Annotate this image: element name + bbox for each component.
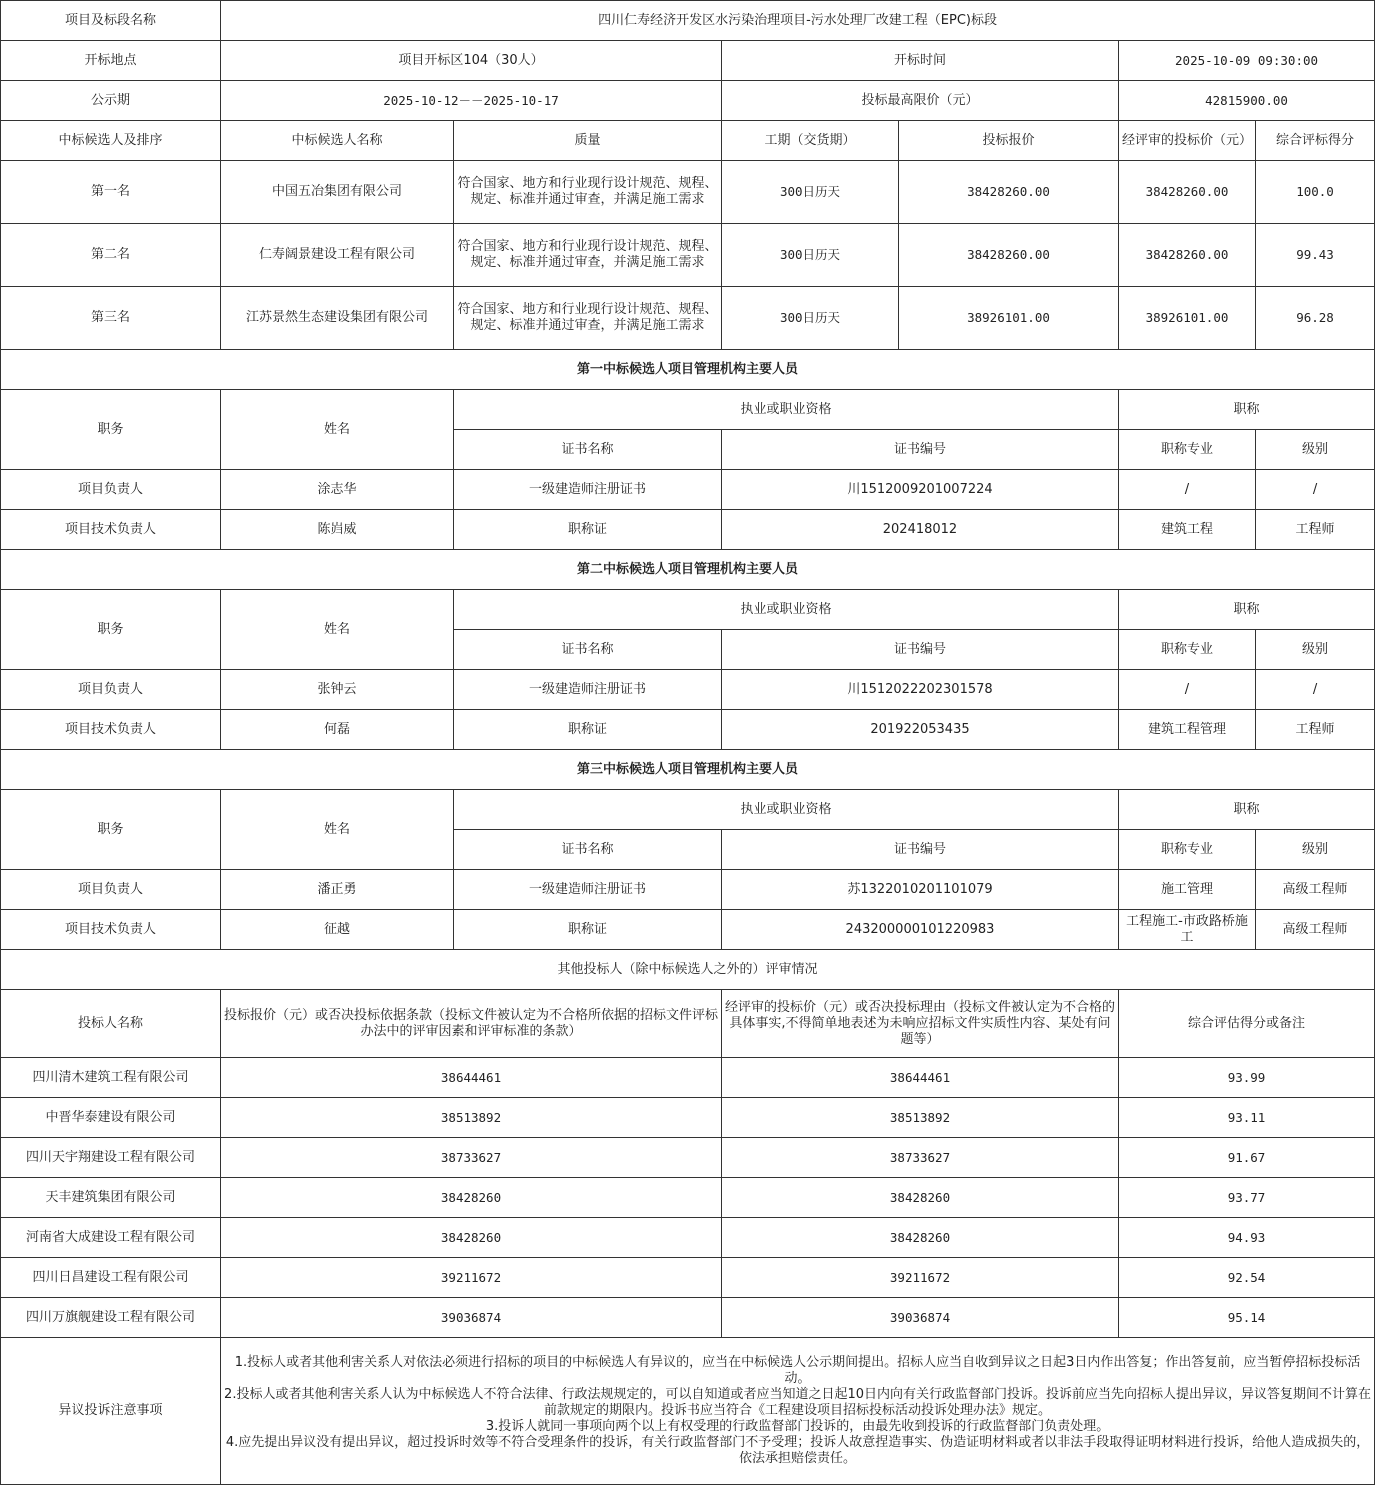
candidate-rank: 第三名 [1,287,221,350]
cert-no-header: 证书编号 [722,430,1119,470]
candidate-period: 300日历天 [722,224,899,287]
personnel-section-row [1,750,1375,790]
person-level: 高级工程师 [1256,870,1375,910]
section-title: 其他投标人（除中标候选人之外的）评审情况 [1,950,1375,990]
person-name: 张钟云 [221,670,454,710]
bidder-bid: 38733627 [221,1138,722,1178]
cert-name-header: 证书名称 [454,830,722,870]
personnel-header-row [1,590,1375,630]
title-major-header: 职称专业 [1119,630,1256,670]
cert-no-header: 证书编号 [722,630,1119,670]
bidder-row [1,1178,1375,1218]
personnel-row [1,670,1375,710]
qualification-header: 执业或职业资格 [454,590,1119,630]
candidate-bid: 38428260.00 [899,224,1119,287]
section-title: 第一中标候选人项目管理机构主要人员 [1,350,1375,390]
person-name: 涂志华 [221,470,454,510]
person-duty: 项目负责人 [1,870,221,910]
bidder-row [1,1138,1375,1178]
column-header: 工期（交货期） [722,121,899,161]
column-header: 经评审的投标价（元）或否决投标理由（投标文件被认定为不合格的具体事实,不得简单地表述为未响应招标文件实质性内容、某处有问题等） [722,990,1119,1058]
person-name: 征越 [221,910,454,950]
bidder-score: 94.93 [1119,1218,1375,1258]
duty-header: 职务 [1,590,221,670]
bidder-bid: 38644461 [221,1058,722,1098]
person-cert-name: 职称证 [454,910,722,950]
bidder-reviewed: 38428260 [722,1218,1119,1258]
cert-no-header: 证书编号 [722,830,1119,870]
bidder-name: 四川天宇翔建设工程有限公司 [1,1138,221,1178]
period-value: 2025-10-12－－2025-10-17 [221,81,722,121]
note-item: 2.投标人或者其他利害关系人认为中标候选人不符合法律、行政法规规定的，可以自知道或者应当知道之日起10日内向有关行政监督部门投诉。投诉前应当先向招标人提出异议，异议答复期间不计算在前款规定的期限内。投诉书应当符合《工程建设项目招标投标活动投诉处理办法》规定。 [224,1387,1371,1418]
bidder-name: 天丰建筑集团有限公司 [1,1178,221,1218]
person-major: / [1119,470,1256,510]
person-major: / [1119,670,1256,710]
candidate-reviewed-price: 38926101.00 [1119,287,1256,350]
note-item: 4.应先提出异议没有提出异议，超过投诉时效等不符合受理条件的投诉，有关行政监督部门不予受理；投诉人故意捏造事实、伪造证明材料或者以非法手段取得证明材料进行投诉，给他人造成损失的，依法承担赔偿责任。 [225,1435,1370,1466]
candidate-quality: 符合国家、地方和行业现行设计规范、规程、规定、标准并通过审查，并满足施工需求 [454,224,722,287]
notes-label: 异议投诉注意事项 [1,1338,221,1485]
bidder-name: 四川日昌建设工程有限公司 [1,1258,221,1298]
duty-header: 职务 [1,790,221,870]
candidate-name: 中国五冶集团有限公司 [221,161,454,224]
personnel-header-row [1,390,1375,430]
title-major-header: 职称专业 [1119,830,1256,870]
cert-name-header: 证书名称 [454,430,722,470]
candidate-period: 300日历天 [722,161,899,224]
personnel-row [1,910,1375,950]
candidate-rank: 第二名 [1,224,221,287]
candidate-score: 96.28 [1256,287,1375,350]
bidder-bid: 38428260 [221,1178,722,1218]
project-name: 四川仁寿经济开发区水污染治理项目-污水处理厂改建工程（EPC)标段 [221,1,1375,41]
person-cert-name: 一级建造师注册证书 [454,870,722,910]
person-name: 陈岿威 [221,510,454,550]
level-header: 级别 [1256,430,1375,470]
person-cert-no: 243200000101220983 [722,910,1119,950]
column-header: 投标报价 [899,121,1119,161]
section-title: 第二中标候选人项目管理机构主要人员 [1,550,1375,590]
person-cert-no: 苏1322010201101079 [722,870,1119,910]
person-major: 工程施工-市政路桥施工 [1119,910,1256,950]
location-value: 项目开标区104（30人） [221,41,722,81]
person-major: 施工管理 [1119,870,1256,910]
time-value: 2025-10-09 09:30:00 [1119,41,1375,81]
candidate-quality: 符合国家、地方和行业现行设计规范、规程、规定、标准并通过审查，并满足施工需求 [454,287,722,350]
candidate-reviewed-price: 38428260.00 [1119,161,1256,224]
title-header: 职称 [1119,390,1375,430]
bidder-reviewed: 38733627 [722,1138,1119,1178]
personnel-row [1,470,1375,510]
bidder-row [1,1058,1375,1098]
person-name: 潘正勇 [221,870,454,910]
person-duty: 项目负责人 [1,470,221,510]
person-cert-no: 202418012 [722,510,1119,550]
person-duty: 项目技术负责人 [1,510,221,550]
candidate-bid: 38428260.00 [899,161,1119,224]
candidate-quality: 符合国家、地方和行业现行设计规范、规程、规定、标准并通过审查，并满足施工需求 [454,161,722,224]
bidder-row [1,1298,1375,1338]
person-cert-name: 职称证 [454,510,722,550]
bidder-score: 91.67 [1119,1138,1375,1178]
bidder-row [1,1258,1375,1298]
person-cert-no: 201922053435 [722,710,1119,750]
personnel-row [1,510,1375,550]
person-cert-name: 一级建造师注册证书 [454,470,722,510]
name-header: 姓名 [221,790,454,870]
person-cert-no: 川1512022202301578 [722,670,1119,710]
title-header: 职称 [1119,790,1375,830]
level-header: 级别 [1256,630,1375,670]
bidder-name: 四川万旗舰建设工程有限公司 [1,1298,221,1338]
column-header: 经评审的投标价（元） [1119,121,1256,161]
candidate-row [1,287,1375,350]
candidate-period: 300日历天 [722,287,899,350]
notes-content [221,1338,1375,1485]
column-header: 投标报价（元）或否决投标依据条款（投标文件被认定为不合格所依据的招标文件评标办法中的评审因素和评审标准的条款） [221,990,722,1058]
column-header: 投标人名称 [1,990,221,1058]
bidder-bid: 38428260 [221,1218,722,1258]
project-label: 项目及标段名称 [1,1,221,41]
candidate-score: 100.0 [1256,161,1375,224]
bidder-bid: 38513892 [221,1098,722,1138]
person-level: 工程师 [1256,510,1375,550]
bidder-reviewed: 39036874 [722,1298,1119,1338]
name-header: 姓名 [221,390,454,470]
bidder-row [1,1098,1375,1138]
candidate-name: 江苏景然生态建设集团有限公司 [221,287,454,350]
personnel-section-row [1,350,1375,390]
column-header: 质量 [454,121,722,161]
person-level: / [1256,470,1375,510]
bidder-score: 93.99 [1119,1058,1375,1098]
section-title: 第三中标候选人项目管理机构主要人员 [1,750,1375,790]
location-label: 开标地点 [1,41,221,81]
duty-header: 职务 [1,390,221,470]
max-price-value: 42815900.00 [1119,81,1375,121]
person-duty: 项目技术负责人 [1,910,221,950]
name-header: 姓名 [221,590,454,670]
bidder-score: 95.14 [1119,1298,1375,1338]
bidder-bid: 39211672 [221,1258,722,1298]
personnel-section-row [1,550,1375,590]
candidate-rank: 第一名 [1,161,221,224]
note-item: 1.投标人或者其他利害关系人对依法必须进行招标的项目的中标候选人有异议的，应当在中标候选人公示期间提出。招标人应当自收到异议之日起3日内作出答复；作出答复前，应当暂停招标投标活动。 [234,1355,1361,1386]
person-level: 工程师 [1256,710,1375,750]
person-cert-name: 职称证 [454,710,722,750]
time-label: 开标时间 [722,41,1119,81]
column-header: 中标候选人及排序 [1,121,221,161]
bidder-reviewed: 38513892 [722,1098,1119,1138]
person-level: 高级工程师 [1256,910,1375,950]
title-header: 职称 [1119,590,1375,630]
column-header: 综合评估得分或备注 [1119,990,1375,1058]
cert-name-header: 证书名称 [454,630,722,670]
bidder-name: 四川清木建筑工程有限公司 [1,1058,221,1098]
level-header: 级别 [1256,830,1375,870]
note-item: 3.投诉人就同一事项向两个以上有权受理的行政监督部门投诉的，由最先收到投诉的行政监督部门负责处理。 [485,1419,1110,1434]
candidate-bid: 38926101.00 [899,287,1119,350]
bidder-score: 92.54 [1119,1258,1375,1298]
bidder-reviewed: 38428260 [722,1178,1119,1218]
personnel-header-row [1,790,1375,830]
max-price-label: 投标最高限价（元） [722,81,1119,121]
period-label: 公示期 [1,81,221,121]
location-row [1,41,1375,81]
person-major: 建筑工程管理 [1119,710,1256,750]
notes-row [1,1338,1375,1485]
bidder-score: 93.77 [1119,1178,1375,1218]
project-row [1,1,1375,41]
others-section-row [1,950,1375,990]
bidder-name: 中晋华泰建设有限公司 [1,1098,221,1138]
personnel-row [1,710,1375,750]
person-duty: 项目负责人 [1,670,221,710]
candidates-header-row [1,121,1375,161]
candidate-reviewed-price: 38428260.00 [1119,224,1256,287]
bidder-reviewed: 39211672 [722,1258,1119,1298]
others-header-row [1,990,1375,1058]
column-header: 综合评标得分 [1256,121,1375,161]
bidder-bid: 39036874 [221,1298,722,1338]
qualification-header: 执业或职业资格 [454,390,1119,430]
person-name: 何磊 [221,710,454,750]
column-header: 中标候选人名称 [221,121,454,161]
person-cert-name: 一级建造师注册证书 [454,670,722,710]
bidder-row [1,1218,1375,1258]
person-major: 建筑工程 [1119,510,1256,550]
person-duty: 项目技术负责人 [1,710,221,750]
person-cert-no: 川1512009201007224 [722,470,1119,510]
qualification-header: 执业或职业资格 [454,790,1119,830]
candidate-score: 99.43 [1256,224,1375,287]
candidate-row [1,224,1375,287]
bidder-reviewed: 38644461 [722,1058,1119,1098]
candidate-row [1,161,1375,224]
bidder-score: 93.11 [1119,1098,1375,1138]
period-row [1,81,1375,121]
bidder-name: 河南省大成建设工程有限公司 [1,1218,221,1258]
title-major-header: 职称专业 [1119,430,1256,470]
person-level: / [1256,670,1375,710]
candidate-name: 仁寿阔景建设工程有限公司 [221,224,454,287]
personnel-row [1,870,1375,910]
